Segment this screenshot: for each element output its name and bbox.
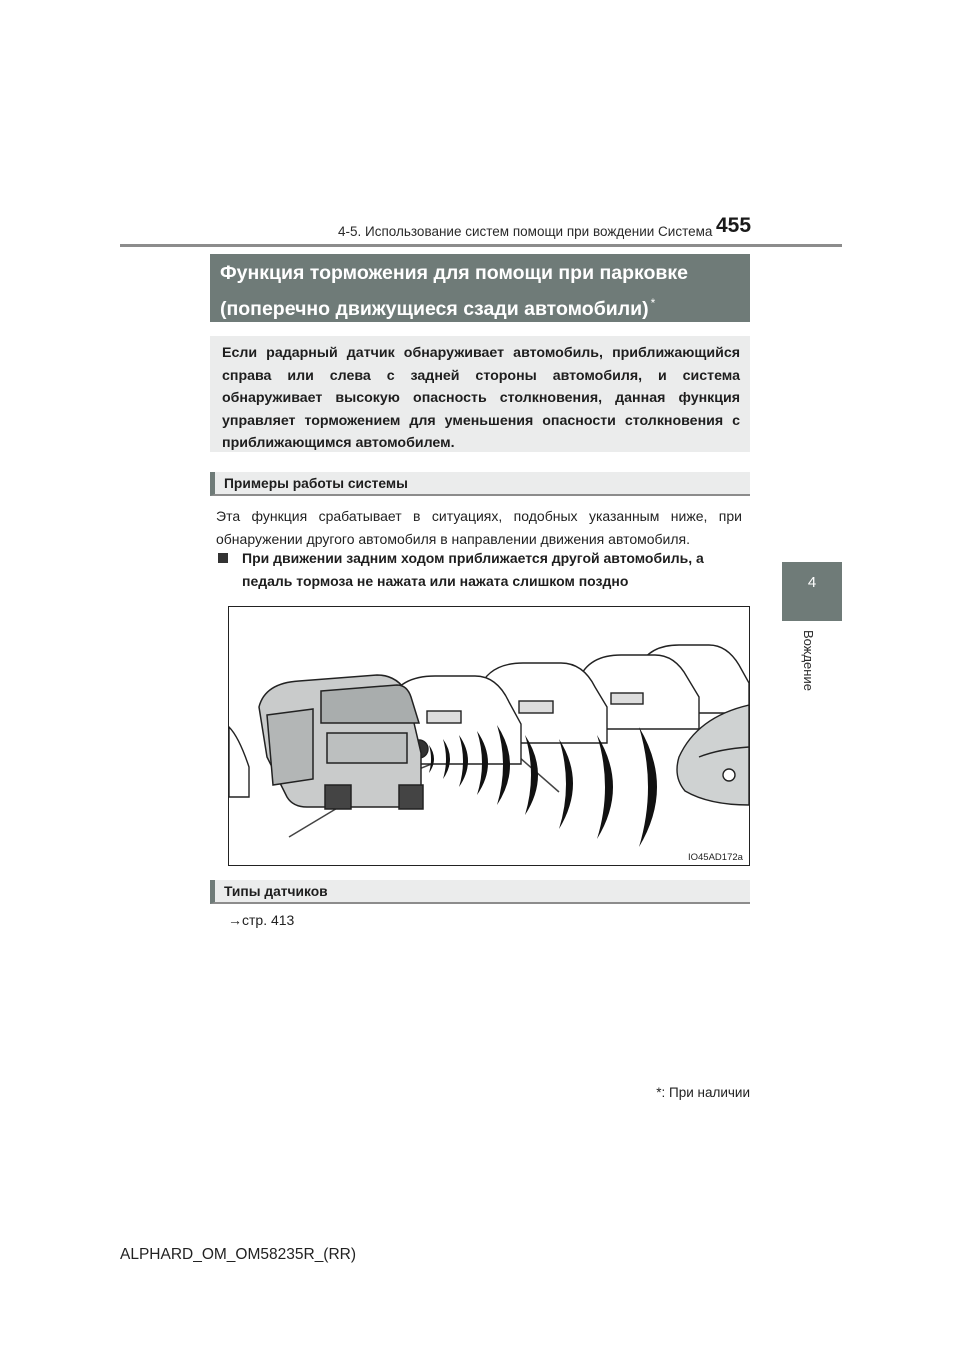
header-rule: [120, 244, 842, 247]
chapter-tab-number: 4: [807, 574, 817, 591]
subheading-examples: Примеры работы системы: [210, 472, 750, 496]
examples-body-text: Эта функция срабатывает в ситуациях, подобных указанным ниже, при обнаружении другого автомобиля в направлении движения автомобиля.: [216, 508, 742, 547]
subheading-sensor-types: Типы датчиков: [210, 880, 750, 904]
page-number: 455: [716, 214, 752, 237]
availability-footnote: *: При наличии: [656, 1085, 750, 1100]
reversing-minivan: [259, 675, 423, 809]
section-title: [210, 254, 750, 322]
document-code: ALPHARD_OM_OM58235R_(RR): [120, 1246, 357, 1263]
illustration-reversing-cross-traffic: [228, 606, 750, 866]
figure-code: IO45AD172a: [688, 852, 743, 863]
page-reference-link[interactable]: →стр. 413: [228, 912, 295, 928]
square-bullet-icon: [218, 553, 228, 563]
section-title-line2: (поперечно движущиеся сзади автомобили): [220, 298, 649, 320]
bullet-text: При движении задним ходом приближается другой автомобиль, а педаль тормоза не нажата или нажата слишком поздно: [242, 550, 704, 589]
section-title-line1: Функция торможения для помощи при парковке: [220, 262, 689, 284]
availability-mark: *: [650, 296, 656, 310]
chapter-tab: [782, 562, 842, 621]
chapter-tab-label: Вождение: [801, 630, 816, 691]
intro-summary: Если радарный датчик обнаруживает автомобиль, приближающийся справа или слева с задней стороны автомобиля, и система обнаруживает высокую опасность столкновения, данная функция управляет торможением для уменьшения опасности столкновения с приближающимся автомобилем.: [210, 336, 750, 452]
running-header-section: 4-5. Использование систем помощи при вождении Система: [338, 224, 713, 239]
